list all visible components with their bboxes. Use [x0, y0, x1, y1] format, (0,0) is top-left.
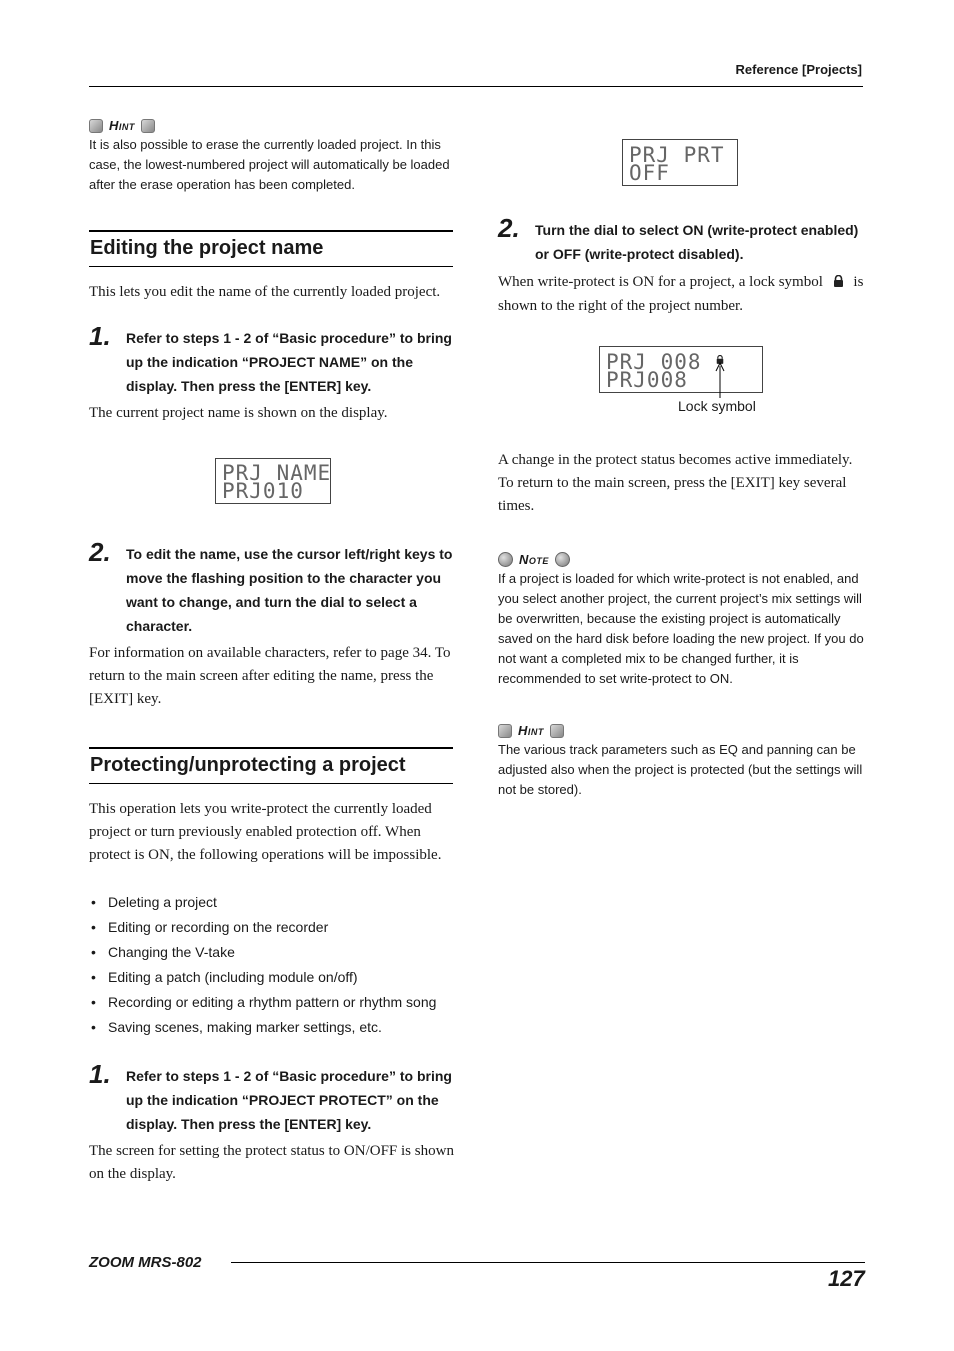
list-item: • Recording or editing a rhythm pattern or rhythm song [89, 990, 459, 1015]
footer-product: ZOOM MRS-802 [89, 1254, 202, 1271]
step-number: 2. [89, 537, 111, 567]
list-item: • Changing the V-take [89, 940, 459, 965]
hint-text: It is also possible to erase the currently loaded project. In this case, the lowest-numbered project will automatically be loaded after the erase operation has been completed. [89, 137, 450, 192]
lcd-display-lock [599, 346, 763, 393]
lock-text-before: When write-protect is ON for a project, a lock symbol [498, 274, 823, 290]
lcd-line-2: PRJ010 [222, 479, 304, 503]
hint-text: The various track parameters such as EQ and panning can be adjusted also when the project is protected (but the settings will not be stored). [498, 742, 863, 797]
note-circle-icon [498, 552, 513, 567]
hint-label-text: Hint [109, 118, 135, 133]
lock-symbol-callout: Lock symbol [678, 398, 756, 414]
hint-box-icon [498, 724, 512, 738]
list-item: • Saving scenes, making marker settings, etc. [89, 1015, 459, 1040]
lcd-display-project-name [215, 458, 331, 504]
section-intro: This operation lets you write-protect the currently loaded project or turn previously enabled protection off. When protect is ON, the following operations will be impossible. [89, 801, 442, 863]
hint-box-icon [550, 724, 564, 738]
note-circle-icon [555, 552, 570, 567]
lcd-display-protect [622, 139, 738, 186]
lock-text-after: is shown to the right of the project number. [498, 274, 864, 314]
list-item: • Deleting a project [89, 890, 459, 915]
step-text: Refer to steps 1 - 2 of “Basic procedure” to bring up the indication “PROJECT PROTECT” on the display. Then press the [ENTER] key. [126, 1068, 452, 1132]
running-header: Reference [Projects] [735, 62, 862, 77]
lock-description [498, 271, 864, 318]
section-title: Protecting/unprotecting a project [90, 754, 406, 776]
section-intro: This lets you edit the name of the currently loaded project. [89, 284, 441, 300]
list-item: • Editing or recording on the recorder [89, 915, 459, 940]
footer-rule [231, 1262, 865, 1263]
step-text: Refer to steps 1 - 2 of “Basic procedure” to bring up the indication “PROJECT NAME” on the display. Then press the [ENTER] key. [126, 330, 452, 394]
note-label-text: Note [519, 552, 549, 567]
hint-label [498, 723, 564, 738]
lcd-line-2: OFF [629, 161, 670, 185]
callout-arrow-icon [714, 362, 726, 398]
lcd-line-1: PRJ PRT [629, 143, 725, 167]
note-label [498, 552, 570, 567]
header-rule [89, 86, 863, 87]
page-number: 127 [828, 1266, 865, 1291]
lcd-line-1: PRJ 008 [606, 350, 702, 374]
step-text: To edit the name, use the cursor left/right keys to move the flashing position to the character you want to change, and turn the dial to select a character. [126, 546, 453, 634]
step-result-text: For information on available characters, refer to page 34. To return to the main screen after editing the name, press the [EXIT] key. [89, 645, 451, 707]
lcd-line-2: PRJ008 [606, 368, 688, 392]
section-heading-edit-name [89, 230, 453, 267]
lcd-line-1: PRJ NAME [222, 461, 332, 485]
step-text: Turn the dial to select ON (write-protect enabled) or OFF (write-protect disabled). [535, 222, 859, 262]
hint-box-icon [89, 119, 103, 133]
step-result-text: The current project name is shown on the display. [89, 405, 388, 421]
protected-operations-list [89, 890, 459, 1040]
lock-icon [833, 272, 844, 295]
step-result-text: The screen for setting the protect status to ON/OFF is shown on the display. [89, 1143, 454, 1182]
step-number: 2. [498, 213, 520, 243]
step-number: 1. [89, 321, 111, 351]
list-item: • Editing a patch (including module on/off) [89, 965, 459, 990]
note-text: If a project is loaded for which write-protect is not enabled, and you select another project, the current project’s mix settings will be overwritten, because the existing project is automatically saved on the hard disk before loading the new project. If you do not want a completed mix to be changed further, it is recommended to set write-protect to ON. [498, 571, 864, 686]
step-number: 1. [89, 1059, 111, 1089]
protect-status-text: A change in the protect status becomes active immediately. To return to the main screen, press the [EXIT] key several times. [498, 452, 853, 514]
hint-label-text: Hint [518, 723, 544, 738]
section-title: Editing the project name [90, 237, 324, 259]
hint-label [89, 118, 155, 133]
hint-box-icon [141, 119, 155, 133]
section-heading-protect [89, 747, 453, 784]
